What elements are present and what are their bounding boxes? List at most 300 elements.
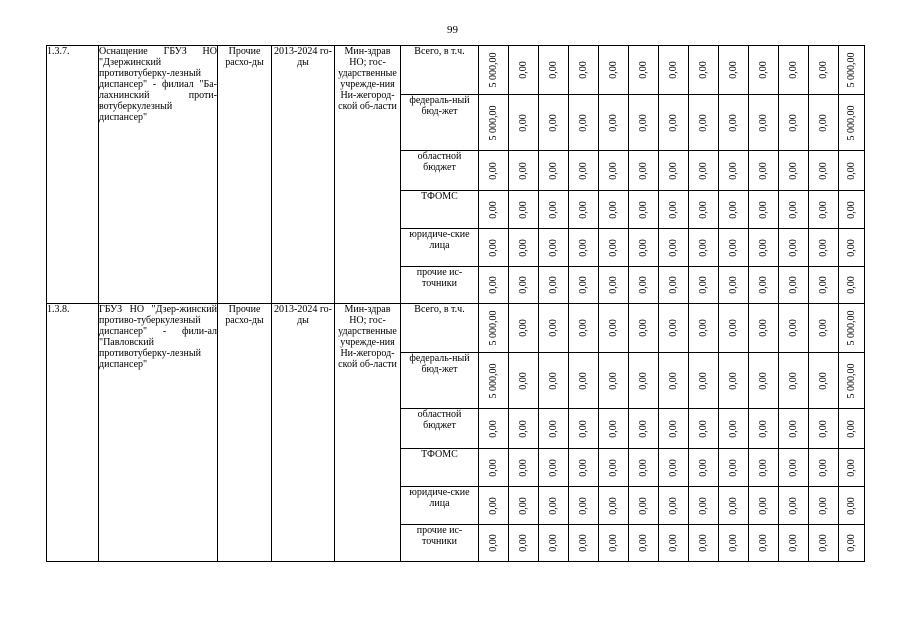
value-text: 0,00 bbox=[607, 419, 619, 438]
value-text: 0,00 bbox=[547, 496, 559, 515]
value-cell bbox=[509, 409, 539, 449]
value-text: 0,00 bbox=[757, 419, 769, 438]
value-text: 0,00 bbox=[637, 276, 649, 294]
value-text: 0,00 bbox=[667, 113, 679, 132]
value-cell bbox=[629, 449, 659, 487]
value-cell bbox=[599, 191, 629, 229]
value-text: 0,00 bbox=[487, 458, 499, 477]
value-cell bbox=[629, 409, 659, 449]
value-text: 0,00 bbox=[787, 458, 799, 477]
table-body bbox=[47, 46, 865, 562]
value-text: 0,00 bbox=[517, 319, 529, 337]
value-text: 0,00 bbox=[845, 458, 857, 477]
value-cell bbox=[809, 449, 839, 487]
value-cell bbox=[719, 304, 749, 353]
value-cell bbox=[569, 267, 599, 304]
value-cell bbox=[659, 191, 689, 229]
value-cell bbox=[659, 267, 689, 304]
value-cell bbox=[689, 46, 719, 95]
value-cell bbox=[839, 409, 865, 449]
value-cell bbox=[509, 46, 539, 95]
value-cell bbox=[689, 229, 719, 267]
funding-source-label: Всего, в т.ч. bbox=[401, 46, 479, 95]
value-cell bbox=[659, 353, 689, 409]
value-text: 0,00 bbox=[607, 458, 619, 477]
value-text: 0,00 bbox=[517, 276, 529, 294]
page-number: 99 bbox=[447, 24, 458, 36]
value-text: 0,00 bbox=[517, 534, 529, 552]
value-text: 0,00 bbox=[607, 276, 619, 294]
value-text: 0,00 bbox=[607, 61, 619, 79]
value-text: 0,00 bbox=[757, 238, 769, 257]
value-cell bbox=[779, 151, 809, 191]
value-text: 0,00 bbox=[757, 534, 769, 552]
value-text: 0,00 bbox=[845, 534, 857, 552]
value-text: 5 000,00 bbox=[845, 105, 857, 140]
value-text: 0,00 bbox=[637, 419, 649, 438]
value-cell bbox=[839, 449, 865, 487]
value-cell bbox=[659, 409, 689, 449]
value-cell bbox=[479, 229, 509, 267]
value-cell bbox=[479, 409, 509, 449]
value-cell bbox=[569, 95, 599, 151]
funding-source-label: юридиче-ские лица bbox=[401, 487, 479, 525]
value-text: 0,00 bbox=[577, 458, 589, 477]
value-cell bbox=[629, 267, 659, 304]
value-cell bbox=[569, 353, 599, 409]
value-text: 0,00 bbox=[517, 496, 529, 515]
value-text: 0,00 bbox=[757, 61, 769, 79]
value-cell bbox=[779, 525, 809, 562]
value-text: 0,00 bbox=[697, 238, 709, 257]
value-text: 0,00 bbox=[577, 61, 589, 79]
value-cell bbox=[689, 525, 719, 562]
value-cell bbox=[749, 267, 779, 304]
value-text: 0,00 bbox=[667, 319, 679, 337]
value-cell bbox=[509, 151, 539, 191]
value-text: 0,00 bbox=[637, 458, 649, 477]
value-cell bbox=[839, 487, 865, 525]
value-cell bbox=[479, 46, 509, 95]
value-text: 0,00 bbox=[817, 61, 829, 79]
value-text: 0,00 bbox=[845, 276, 857, 294]
funding-source-label: юридиче-ские лица bbox=[401, 229, 479, 267]
value-text: 0,00 bbox=[697, 276, 709, 294]
value-text: 0,00 bbox=[637, 61, 649, 79]
value-text: 0,00 bbox=[667, 161, 679, 180]
value-cell bbox=[659, 487, 689, 525]
value-cell bbox=[689, 95, 719, 151]
value-cell bbox=[479, 353, 509, 409]
value-cell bbox=[809, 353, 839, 409]
value-cell bbox=[689, 151, 719, 191]
value-cell bbox=[509, 353, 539, 409]
value-cell bbox=[719, 525, 749, 562]
funding-source-label: прочие ис-точники bbox=[401, 525, 479, 562]
value-cell bbox=[569, 151, 599, 191]
value-cell bbox=[719, 151, 749, 191]
value-text: 0,00 bbox=[607, 319, 619, 337]
funding-source-label: федераль-ный бюд-жет bbox=[401, 95, 479, 151]
value-cell bbox=[629, 487, 659, 525]
value-cell bbox=[809, 95, 839, 151]
value-text: 0,00 bbox=[547, 200, 559, 219]
value-text: 0,00 bbox=[787, 200, 799, 219]
value-text: 5 000,00 bbox=[487, 52, 499, 88]
value-text: 0,00 bbox=[577, 319, 589, 337]
value-text: 0,00 bbox=[547, 371, 559, 390]
value-text: 0,00 bbox=[607, 200, 619, 219]
value-text: 0,00 bbox=[697, 161, 709, 180]
value-cell bbox=[839, 46, 865, 95]
value-cell bbox=[599, 304, 629, 353]
value-text: 0,00 bbox=[845, 496, 857, 515]
value-cell bbox=[809, 487, 839, 525]
value-cell bbox=[509, 487, 539, 525]
value-cell bbox=[779, 191, 809, 229]
value-text: 0,00 bbox=[697, 113, 709, 132]
value-text: 0,00 bbox=[577, 113, 589, 132]
value-cell bbox=[719, 229, 749, 267]
value-text: 0,00 bbox=[757, 276, 769, 294]
value-text: 0,00 bbox=[787, 496, 799, 515]
value-cell bbox=[779, 267, 809, 304]
value-cell bbox=[629, 151, 659, 191]
value-text: 0,00 bbox=[667, 458, 679, 477]
value-cell bbox=[749, 95, 779, 151]
value-text: 0,00 bbox=[727, 161, 739, 180]
value-cell bbox=[659, 151, 689, 191]
value-cell bbox=[569, 449, 599, 487]
value-cell bbox=[599, 525, 629, 562]
value-text: 0,00 bbox=[817, 458, 829, 477]
value-cell bbox=[839, 267, 865, 304]
value-text: 5 000,00 bbox=[845, 52, 857, 88]
value-text: 0,00 bbox=[577, 496, 589, 515]
value-cell bbox=[629, 304, 659, 353]
value-text: 0,00 bbox=[517, 238, 529, 257]
value-cell bbox=[779, 487, 809, 525]
value-cell bbox=[569, 229, 599, 267]
value-text: 0,00 bbox=[667, 61, 679, 79]
table-row bbox=[47, 46, 865, 95]
value-cell bbox=[749, 449, 779, 487]
value-cell bbox=[689, 353, 719, 409]
value-text: 0,00 bbox=[607, 371, 619, 390]
value-text: 0,00 bbox=[577, 534, 589, 552]
value-text: 0,00 bbox=[787, 419, 799, 438]
value-cell bbox=[659, 229, 689, 267]
value-cell bbox=[809, 151, 839, 191]
budget-table bbox=[46, 45, 865, 562]
value-cell bbox=[509, 229, 539, 267]
value-text: 0,00 bbox=[667, 238, 679, 257]
value-cell bbox=[629, 229, 659, 267]
value-text: 0,00 bbox=[787, 534, 799, 552]
value-cell bbox=[779, 95, 809, 151]
value-text: 0,00 bbox=[577, 276, 589, 294]
value-cell bbox=[479, 487, 509, 525]
value-cell bbox=[809, 191, 839, 229]
value-text: 0,00 bbox=[727, 238, 739, 257]
value-cell bbox=[839, 191, 865, 229]
value-cell bbox=[839, 525, 865, 562]
row-number: 1.3.7. bbox=[47, 46, 99, 304]
value-cell bbox=[809, 409, 839, 449]
value-cell bbox=[509, 525, 539, 562]
value-cell bbox=[539, 191, 569, 229]
value-cell bbox=[509, 304, 539, 353]
value-cell bbox=[599, 353, 629, 409]
value-cell bbox=[509, 267, 539, 304]
value-cell bbox=[539, 353, 569, 409]
value-text: 0,00 bbox=[637, 238, 649, 257]
value-cell bbox=[659, 525, 689, 562]
value-cell bbox=[689, 409, 719, 449]
value-text: 0,00 bbox=[547, 61, 559, 79]
value-text: 0,00 bbox=[757, 458, 769, 477]
value-cell bbox=[539, 151, 569, 191]
value-cell bbox=[479, 191, 509, 229]
value-text: 0,00 bbox=[817, 496, 829, 515]
value-text: 0,00 bbox=[607, 161, 619, 180]
value-text: 0,00 bbox=[817, 371, 829, 390]
value-text: 0,00 bbox=[817, 113, 829, 132]
value-cell bbox=[719, 409, 749, 449]
value-cell bbox=[809, 304, 839, 353]
value-text: 0,00 bbox=[667, 534, 679, 552]
value-text: 0,00 bbox=[487, 276, 499, 294]
value-text: 0,00 bbox=[727, 496, 739, 515]
value-text: 0,00 bbox=[667, 200, 679, 219]
value-text: 0,00 bbox=[727, 458, 739, 477]
value-text: 0,00 bbox=[607, 534, 619, 552]
value-text: 0,00 bbox=[667, 496, 679, 515]
value-text: 0,00 bbox=[817, 419, 829, 438]
value-text: 0,00 bbox=[547, 238, 559, 257]
value-text: 0,00 bbox=[517, 371, 529, 390]
value-cell bbox=[749, 487, 779, 525]
value-text: 0,00 bbox=[697, 61, 709, 79]
value-text: 0,00 bbox=[577, 371, 589, 390]
value-text: 0,00 bbox=[727, 419, 739, 438]
value-cell bbox=[779, 229, 809, 267]
value-text: 0,00 bbox=[787, 113, 799, 132]
value-text: 0,00 bbox=[547, 276, 559, 294]
value-cell bbox=[599, 46, 629, 95]
value-text: 0,00 bbox=[845, 238, 857, 257]
value-text: 0,00 bbox=[817, 161, 829, 180]
value-cell bbox=[539, 409, 569, 449]
value-cell bbox=[659, 95, 689, 151]
value-cell bbox=[779, 353, 809, 409]
value-text: 0,00 bbox=[637, 371, 649, 390]
value-cell bbox=[599, 487, 629, 525]
value-cell bbox=[629, 191, 659, 229]
value-cell bbox=[659, 449, 689, 487]
value-text: 0,00 bbox=[787, 238, 799, 257]
value-cell bbox=[629, 46, 659, 95]
value-cell bbox=[569, 409, 599, 449]
value-text: 0,00 bbox=[607, 113, 619, 132]
value-text: 0,00 bbox=[607, 496, 619, 515]
value-text: 0,00 bbox=[757, 113, 769, 132]
value-text: 0,00 bbox=[487, 419, 499, 438]
value-cell bbox=[749, 409, 779, 449]
value-cell bbox=[659, 304, 689, 353]
value-text: 0,00 bbox=[727, 113, 739, 132]
value-cell bbox=[599, 267, 629, 304]
value-text: 0,00 bbox=[817, 534, 829, 552]
value-cell bbox=[689, 304, 719, 353]
value-cell bbox=[779, 409, 809, 449]
value-text: 5 000,00 bbox=[487, 105, 499, 140]
value-text: 0,00 bbox=[637, 113, 649, 132]
funding-source-label: прочие ис-точники bbox=[401, 267, 479, 304]
row-number: 1.3.8. bbox=[47, 304, 99, 562]
value-cell bbox=[839, 353, 865, 409]
row-expense-type: Прочие расхо-ды bbox=[218, 46, 272, 304]
value-cell bbox=[779, 46, 809, 95]
value-text: 5 000,00 bbox=[845, 310, 857, 346]
funding-source-label: федераль-ный бюд-жет bbox=[401, 353, 479, 409]
value-text: 0,00 bbox=[845, 200, 857, 219]
value-cell bbox=[569, 487, 599, 525]
value-text: 0,00 bbox=[577, 419, 589, 438]
value-cell bbox=[479, 95, 509, 151]
value-text: 0,00 bbox=[757, 200, 769, 219]
value-cell bbox=[749, 353, 779, 409]
value-cell bbox=[719, 95, 749, 151]
row-period: 2013-2024 го-ды bbox=[272, 46, 335, 304]
value-text: 0,00 bbox=[727, 61, 739, 79]
value-cell bbox=[509, 95, 539, 151]
funding-source-label: Всего, в т.ч. bbox=[401, 304, 479, 353]
value-cell bbox=[749, 304, 779, 353]
value-text: 0,00 bbox=[547, 458, 559, 477]
value-cell bbox=[839, 304, 865, 353]
value-cell bbox=[749, 191, 779, 229]
value-text: 5 000,00 bbox=[487, 310, 499, 346]
value-text: 0,00 bbox=[757, 161, 769, 180]
value-text: 0,00 bbox=[547, 534, 559, 552]
value-text: 0,00 bbox=[727, 200, 739, 219]
value-text: 0,00 bbox=[787, 319, 799, 337]
value-text: 0,00 bbox=[787, 161, 799, 180]
value-text: 0,00 bbox=[547, 161, 559, 180]
value-cell bbox=[809, 229, 839, 267]
value-text: 0,00 bbox=[637, 161, 649, 180]
value-cell bbox=[539, 304, 569, 353]
value-cell bbox=[719, 449, 749, 487]
value-text: 0,00 bbox=[697, 319, 709, 337]
value-cell bbox=[719, 46, 749, 95]
value-text: 0,00 bbox=[697, 534, 709, 552]
value-text: 0,00 bbox=[817, 276, 829, 294]
value-text: 0,00 bbox=[637, 534, 649, 552]
value-cell bbox=[809, 525, 839, 562]
value-cell bbox=[479, 151, 509, 191]
value-text: 0,00 bbox=[547, 113, 559, 132]
value-cell bbox=[599, 449, 629, 487]
value-text: 0,00 bbox=[697, 371, 709, 390]
value-text: 0,00 bbox=[817, 238, 829, 257]
value-text: 0,00 bbox=[487, 496, 499, 515]
value-text: 0,00 bbox=[517, 200, 529, 219]
value-text: 0,00 bbox=[757, 371, 769, 390]
value-text: 0,00 bbox=[637, 200, 649, 219]
funding-source-label: ТФОМС bbox=[401, 449, 479, 487]
value-cell bbox=[539, 449, 569, 487]
value-cell bbox=[719, 487, 749, 525]
value-cell bbox=[599, 95, 629, 151]
value-text: 0,00 bbox=[787, 276, 799, 294]
value-cell bbox=[689, 267, 719, 304]
value-cell bbox=[539, 525, 569, 562]
value-text: 0,00 bbox=[667, 276, 679, 294]
value-text: 0,00 bbox=[487, 200, 499, 219]
value-cell bbox=[719, 353, 749, 409]
row-executor: Мин-здрав НО; гос-ударственные учрежде-ния Ни-жегород-ской об-ласти bbox=[335, 46, 401, 304]
value-text: 0,00 bbox=[757, 319, 769, 337]
value-text: 0,00 bbox=[727, 276, 739, 294]
value-cell bbox=[539, 487, 569, 525]
value-cell bbox=[479, 304, 509, 353]
value-cell bbox=[629, 95, 659, 151]
value-cell bbox=[479, 525, 509, 562]
value-text: 0,00 bbox=[517, 61, 529, 79]
value-cell bbox=[839, 229, 865, 267]
value-cell bbox=[599, 229, 629, 267]
funding-source-label: областной бюджет bbox=[401, 409, 479, 449]
value-text: 0,00 bbox=[517, 419, 529, 438]
value-cell bbox=[509, 449, 539, 487]
value-text: 0,00 bbox=[547, 419, 559, 438]
value-text: 0,00 bbox=[667, 371, 679, 390]
value-text: 0,00 bbox=[577, 238, 589, 257]
value-cell bbox=[689, 487, 719, 525]
value-text: 0,00 bbox=[517, 113, 529, 132]
value-text: 5 000,00 bbox=[845, 363, 857, 398]
value-text: 0,00 bbox=[637, 319, 649, 337]
value-cell bbox=[599, 409, 629, 449]
value-cell bbox=[599, 151, 629, 191]
value-cell bbox=[839, 151, 865, 191]
value-cell bbox=[809, 46, 839, 95]
row-name: ГБУЗ НО "Дзер-жинский противо-туберкулезный диспансер" - фили-ал "Павловский противотуберку-лезный диспансер" bbox=[99, 304, 218, 562]
row-expense-type: Прочие расхо-ды bbox=[218, 304, 272, 562]
value-text: 0,00 bbox=[817, 319, 829, 337]
value-text: 0,00 bbox=[697, 419, 709, 438]
value-cell bbox=[749, 46, 779, 95]
value-cell bbox=[539, 267, 569, 304]
value-text: 0,00 bbox=[517, 458, 529, 477]
row-name: Оснащение ГБУЗ НО "Дзержинский противотуберку-лезный диспансер" - филиал "Ба-лахнинский проти-вотуберкулезный диспансер" bbox=[99, 46, 218, 304]
value-text: 5 000,00 bbox=[487, 363, 499, 398]
value-cell bbox=[719, 267, 749, 304]
value-text: 0,00 bbox=[787, 371, 799, 390]
value-text: 0,00 bbox=[487, 534, 499, 552]
value-cell bbox=[539, 229, 569, 267]
row-executor: Мин-здрав НО; гос-ударственные учрежде-ния Ни-жегород-ской об-ласти bbox=[335, 304, 401, 562]
value-text: 0,00 bbox=[637, 496, 649, 515]
funding-source-label: областной бюджет bbox=[401, 151, 479, 191]
value-text: 0,00 bbox=[667, 419, 679, 438]
value-text: 0,00 bbox=[845, 419, 857, 438]
value-cell bbox=[809, 267, 839, 304]
value-text: 0,00 bbox=[787, 61, 799, 79]
value-text: 0,00 bbox=[577, 161, 589, 180]
